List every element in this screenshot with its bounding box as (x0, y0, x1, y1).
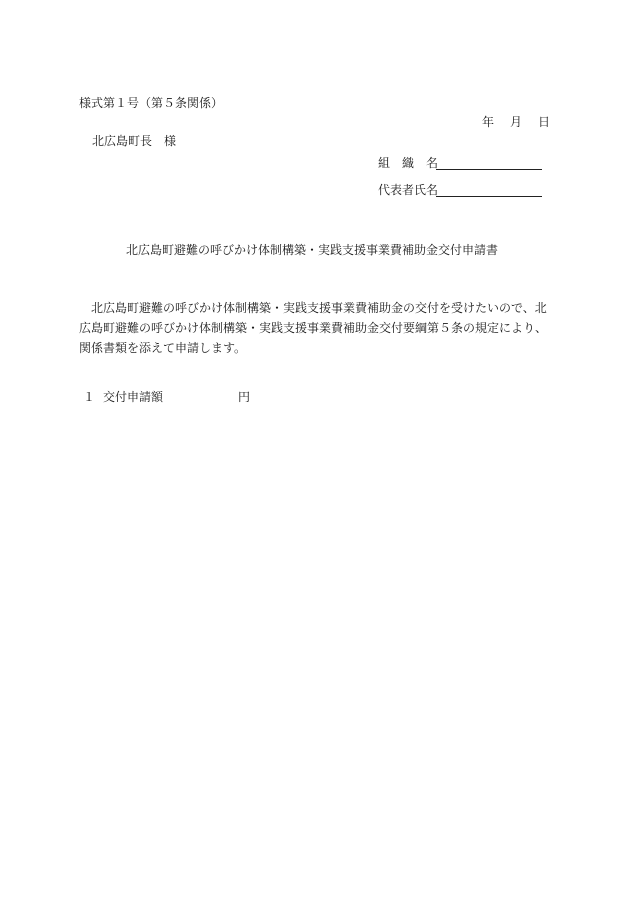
organization-name-label: 組 織 名 (378, 156, 439, 170)
representative-name-blank[interactable] (436, 183, 542, 197)
document-title: 北広島町避難の呼びかけ体制構築・実践支援事業費補助金交付申請書 (126, 243, 499, 257)
form-number: 様式第１号（第５条関係） (79, 96, 224, 110)
body-text: 北広島町避難の呼びかけ体制構築・実践支援事業費補助金の交付を受けたいので、北広島町避難の呼びかけ体制構築・実践支援事業費補助金交付要綱第５条の規定により、関係書類を添えて申請します。 (79, 301, 548, 355)
representative-name-label: 代表者氏名 (378, 183, 439, 197)
addressee: 北広島町長 様 (92, 134, 177, 148)
item-number: １ (83, 390, 96, 404)
representative-name-row (378, 183, 542, 197)
date-year-label: 年 (481, 115, 494, 129)
date-month-label: 月 (509, 115, 522, 129)
item-unit: 円 (238, 390, 251, 404)
organization-name-row (378, 156, 542, 170)
item-label: 交付申請額 (103, 390, 164, 404)
item-row (83, 390, 250, 404)
date-day-label: 日 (537, 115, 550, 129)
organization-name-blank[interactable] (436, 156, 542, 170)
date-line (482, 115, 550, 129)
